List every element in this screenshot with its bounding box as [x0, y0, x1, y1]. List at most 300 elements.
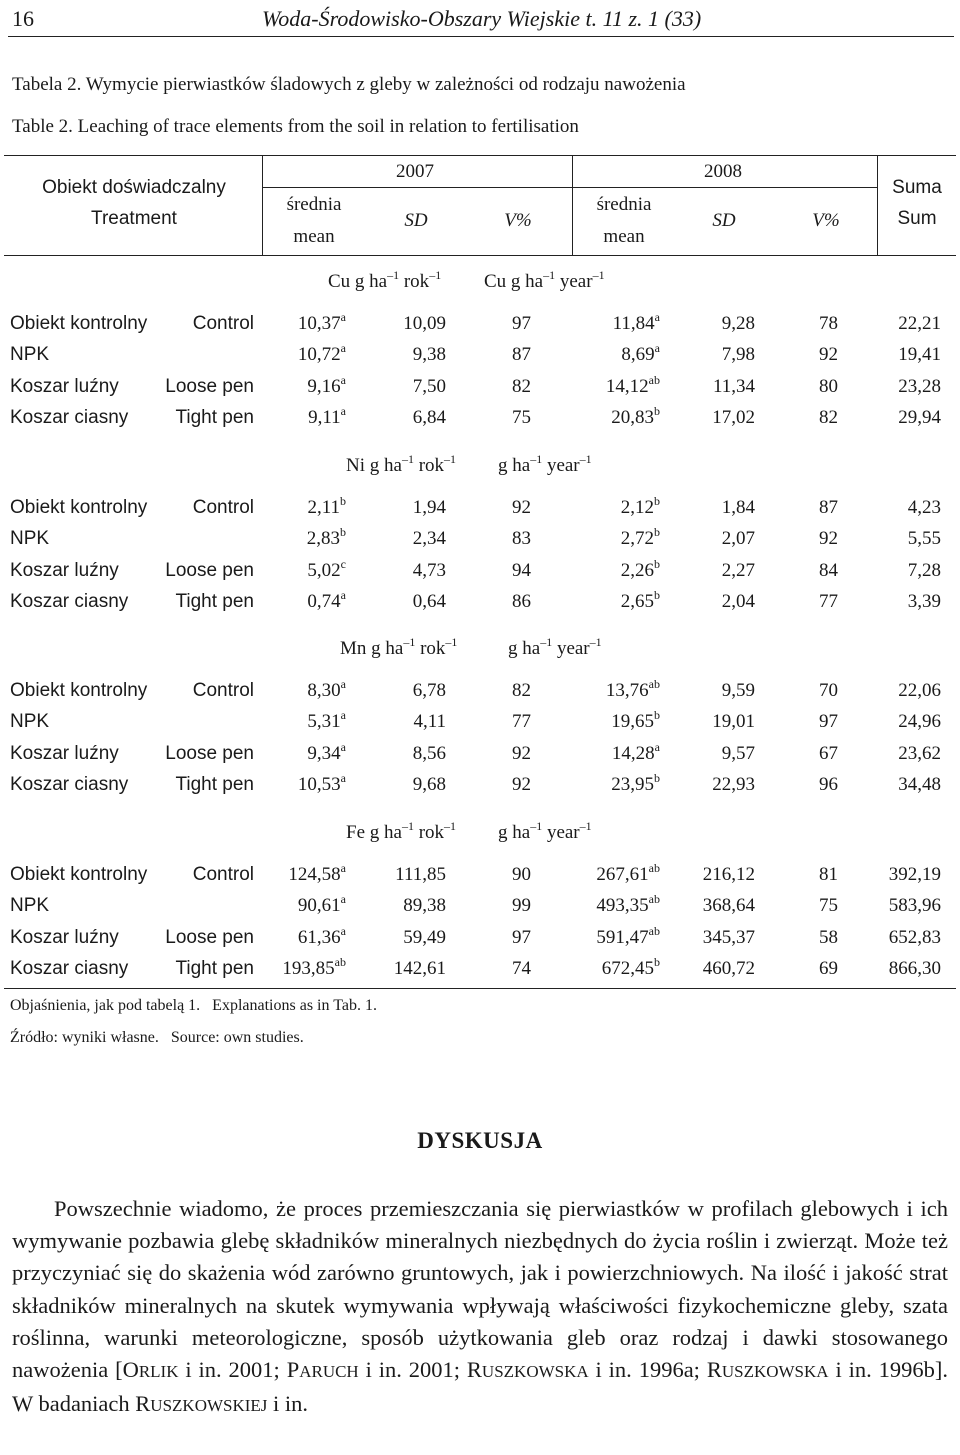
mean-2007-significance: a	[340, 739, 346, 754]
mean-2008	[611, 708, 660, 733]
unit-label	[346, 452, 457, 477]
sd-2008	[722, 528, 755, 550]
table-row	[0, 403, 960, 437]
sum-value	[908, 497, 941, 519]
v-2007-value: 82	[512, 680, 531, 701]
v-2007	[512, 958, 531, 980]
v-2008-value: 78	[819, 313, 838, 334]
v-2008	[819, 528, 838, 550]
sd-2007-value: 4,73	[412, 559, 446, 581]
sd-2008	[722, 591, 755, 613]
mean-2008-value: 2,12	[620, 497, 654, 518]
v-2007	[512, 774, 531, 796]
mean-2007-value: 5,02	[307, 559, 341, 581]
unit-pl-text: Ni g ha	[346, 455, 402, 476]
sd-2008-value: 22,93	[712, 773, 755, 795]
sd-2007-value: 0,64	[412, 590, 446, 612]
sd-2007-value: 4,11	[413, 711, 446, 733]
v-2007-value: 92	[512, 742, 531, 764]
sum-value-value: 23,62	[898, 742, 941, 764]
sd-2008-value: 460,72	[702, 957, 755, 979]
citation-ruszkowskiej-rest: i in.	[267, 1391, 309, 1417]
mean-2007	[307, 494, 346, 519]
unit-en-year: year	[546, 822, 580, 843]
mean-2008-significance: b	[654, 556, 660, 571]
sd-2008	[712, 711, 755, 733]
head-year-2007: 2007	[396, 161, 434, 182]
unit-pl-exponent: –1	[387, 268, 400, 282]
sum-value	[889, 864, 941, 886]
section-heading: DYSKUSJA	[417, 1128, 543, 1153]
sd-2007-value: 142,61	[393, 957, 446, 979]
mean-2008-value: 493,35	[596, 895, 649, 917]
citation-ruszkowska-a-initial: R	[466, 1357, 482, 1383]
mean-2008-significance: b	[654, 708, 660, 723]
v-2007-value: 77	[512, 711, 531, 733]
sd-2008	[722, 497, 755, 519]
mean-2008	[601, 954, 660, 980]
treatment-name-en	[175, 958, 254, 980]
treatment-name-pl	[10, 927, 119, 949]
treatment-name-pl-value: Obiekt kontrolny	[10, 680, 148, 701]
sd-2008-value: 9,57	[721, 742, 755, 764]
citation-paruch-smallcaps: ARUCH	[299, 1362, 359, 1382]
mean-2008-value: 2,72	[620, 528, 654, 550]
head-sum-en: Sum	[897, 208, 937, 229]
treatment-name-pl-value: Koszar ciasny	[10, 773, 129, 795]
citation-paruch-rest: i in. 2001;	[358, 1357, 467, 1383]
table-row	[0, 525, 960, 558]
v-2008-value: 67	[819, 742, 838, 764]
mean-2008	[620, 587, 660, 613]
mean-2008	[620, 494, 660, 519]
treatment-name-pl	[10, 407, 128, 429]
sd-2008-value: 9,28	[721, 313, 755, 334]
treatment-name-en-value: Control	[192, 497, 254, 518]
table-row	[0, 770, 960, 804]
sd-2007	[395, 864, 446, 886]
unit-label	[484, 268, 605, 293]
mean-2008-significance: b	[654, 403, 660, 418]
sd-2008	[703, 927, 755, 949]
unit-en-year-exponent: –1	[589, 635, 602, 649]
treatment-name-pl-value: Koszar ciasny	[10, 590, 129, 612]
mean-2007-value: 2,83	[306, 528, 340, 550]
mean-2008-significance: a	[654, 739, 660, 754]
unit-en-text: g ha	[498, 822, 531, 843]
sum-value	[898, 711, 941, 733]
sd-2008	[722, 680, 755, 702]
v-2007-value: 94	[512, 559, 531, 581]
note-source	[10, 1029, 304, 1047]
treatment-name-pl	[10, 497, 147, 519]
sd-2008-value: 9,59	[721, 680, 755, 701]
unit-pl-rok-exponent: –1	[444, 819, 457, 833]
mean-2008-value: 23,95	[611, 773, 654, 795]
sd-2007-value: 7,50	[412, 375, 446, 397]
table-row	[0, 372, 960, 406]
mean-2008-value: 2,65	[620, 590, 654, 612]
table-row	[0, 587, 960, 621]
mean-2007-value: 10,37	[297, 313, 341, 334]
sd-2007	[413, 497, 446, 519]
mean-2007	[307, 677, 346, 702]
mean-2008	[605, 677, 660, 702]
mean-2007-value: 124,58	[288, 864, 341, 885]
unit-pl-exponent: –1	[401, 452, 414, 466]
citation-orlik-rest: i in. 2001;	[178, 1357, 287, 1383]
treatment-name-pl-value: NPK	[10, 895, 50, 917]
v-2007-value: 97	[512, 926, 531, 948]
table-row	[0, 341, 960, 374]
v-2008	[819, 591, 838, 613]
sum-value	[908, 591, 941, 613]
sd-2007	[413, 774, 446, 796]
treatment-name-en	[175, 774, 254, 796]
sd-2007	[413, 376, 446, 398]
v-2008	[819, 407, 838, 429]
head-bottom-rule	[4, 255, 956, 256]
v-2007-value: 92	[512, 497, 531, 518]
sd-2007-value: 111,85	[395, 864, 446, 885]
mean-2008	[620, 556, 660, 582]
mean-2008-significance: b	[654, 525, 660, 540]
v-2008-value: 69	[819, 957, 838, 979]
treatment-name-pl	[10, 376, 119, 398]
treatment-name-en-value: Control	[192, 864, 254, 885]
mean-2007-value: 5,31	[307, 711, 341, 733]
unit-label	[498, 819, 592, 844]
mean-2007-value: 193,85	[282, 957, 335, 979]
treatment-name-pl-value: NPK	[10, 344, 50, 366]
mean-2008-significance: b	[654, 954, 660, 969]
mean-2008-value: 13,76	[605, 680, 649, 701]
unit-en-text: Cu g ha	[484, 271, 544, 292]
unit-en-year-exponent: –1	[579, 819, 592, 833]
mean-2007-value: 2,11	[307, 497, 340, 518]
treatment-name-pl-value: Koszar luźny	[10, 926, 119, 948]
sum-value-value: 3,39	[907, 590, 941, 612]
v-2007	[512, 528, 531, 550]
citation-ruszkowskiej-smallcaps: USZKOWSKIEJ	[150, 1396, 268, 1416]
sd-2007-value: 89,38	[403, 895, 446, 917]
mean-2007-significance: a	[340, 341, 346, 356]
sd-2008	[722, 344, 755, 366]
mean-2007	[306, 525, 346, 550]
sd-2007	[403, 313, 446, 335]
table-row	[0, 556, 960, 590]
v-2008	[819, 864, 838, 886]
note-source-pl: Źródło: wyniki własne.	[10, 1029, 159, 1046]
treatment-name-en	[165, 743, 254, 765]
mean-2007-significance: a	[340, 310, 346, 324]
mean-2007-value: 90,61	[297, 895, 341, 917]
v-2007-value: 82	[512, 375, 531, 397]
mean-2008-value: 591,47	[596, 926, 649, 948]
mean-2007-value: 8,30	[307, 680, 341, 701]
sum-value	[898, 743, 941, 765]
sd-2008	[703, 958, 755, 980]
v-2008-value: 82	[819, 406, 838, 428]
sd-2007	[413, 528, 446, 550]
head-v-2007: V%	[504, 210, 532, 231]
mean-2007-value: 0,74	[307, 590, 341, 612]
treatment-name-en-value: Tight pen	[175, 590, 254, 612]
discussion-paragraph	[12, 1193, 948, 1422]
mean-2008-significance: ab	[648, 372, 660, 387]
v-2008-value: 97	[819, 711, 838, 733]
treatment-name-pl-value: Koszar luźny	[10, 559, 119, 581]
treatment-name-en	[193, 680, 254, 702]
head-rule-years	[262, 187, 877, 188]
sum-value	[898, 376, 941, 398]
treatment-name-pl-value: Koszar ciasny	[10, 957, 129, 979]
header-rule	[8, 36, 954, 37]
note-explanations-en: Explanations as in Tab. 1.	[212, 997, 377, 1014]
treatment-name-en-value: Loose pen	[165, 926, 254, 948]
sd-2007	[413, 591, 446, 613]
table-bottom-rule	[4, 988, 956, 989]
table-row	[0, 861, 960, 894]
sd-2007	[413, 407, 446, 429]
mean-2007-significance: a	[340, 677, 346, 691]
unit-label	[340, 635, 458, 660]
unit-row	[0, 265, 960, 299]
mean-2008	[611, 739, 660, 765]
v-2007-value: 92	[512, 773, 531, 795]
mean-2008-significance: ab	[648, 861, 660, 875]
treatment-name-pl-value: Koszar ciasny	[10, 406, 129, 428]
sd-2008	[712, 774, 755, 796]
discussion-text: Powszechnie wiadomo, że proces przemieszczania się pierwiastków w profilach glebowych i ich wymywanie pozbawia glebę składników mineralnych niezbędnych do życia roślin i zwierząt. Może też przyczyniać się do skażenia wód zarówno gruntowych, jak i powierzchniowych. Na ilość i jakość strat składników mineralnych na skutek wymywania wpływają właściwości fizykochemiczne gleby, szata roślinna, warunki meteorologiczne, sposób użytkowania gleb oraz rodzaj i dawki stosowanego nawożenia [	[12, 1196, 948, 1383]
citation-ruszkowska-b-initial: R	[706, 1357, 722, 1383]
head-treatment-pl: Obiekt doświadczalny	[42, 177, 226, 198]
treatment-name-pl	[10, 528, 49, 550]
sd-2008-value: 345,37	[702, 926, 755, 948]
sd-2007-value: 9,38	[412, 344, 446, 366]
mean-2007	[297, 923, 346, 949]
mean-2007	[307, 587, 346, 613]
v-2008-value: 75	[819, 895, 838, 917]
unit-en-text: g ha	[498, 455, 531, 476]
unit-pl-exponent: –1	[401, 819, 414, 833]
sd-2008	[722, 743, 755, 765]
treatment-name-pl	[10, 711, 49, 733]
mean-2008-significance: b	[654, 587, 660, 602]
sd-2008	[722, 313, 755, 335]
head-sum-pl: Suma	[892, 177, 942, 198]
note-explanations	[10, 997, 377, 1015]
table-row	[0, 310, 960, 343]
unit-pl-rok-exponent: –1	[444, 452, 457, 466]
treatment-name-pl-value: Obiekt kontrolny	[10, 313, 148, 334]
mean-2007	[307, 708, 346, 733]
mean-2007	[307, 739, 346, 765]
mean-2007-significance: b	[340, 494, 346, 508]
sum-value	[889, 958, 941, 980]
sum-value-value: 652,83	[888, 926, 941, 948]
treatment-name-pl-value: NPK	[10, 528, 50, 550]
sum-value-value: 23,28	[898, 375, 941, 397]
mean-2008	[596, 892, 660, 917]
sd-2007-value: 8,56	[412, 742, 446, 764]
unit-pl-rok: rok	[420, 638, 446, 659]
sum-value-value: 22,06	[898, 680, 941, 701]
sd-2007-value: 10,09	[403, 313, 446, 334]
treatment-name-en-value: Tight pen	[175, 773, 254, 795]
mean-2008-value: 672,45	[601, 957, 654, 979]
treatment-name-pl	[10, 958, 128, 980]
sd-2007	[413, 711, 446, 733]
unit-pl-rok: rok	[418, 822, 445, 843]
mean-2008	[611, 403, 660, 429]
head-sd-2008: SD	[712, 210, 736, 231]
mean-2008	[596, 923, 660, 949]
unit-en-exponent: –1	[540, 635, 553, 649]
head-mean-en-2008: mean	[603, 226, 645, 247]
treatment-name-en-value: Loose pen	[165, 742, 254, 764]
treatment-name-pl	[10, 895, 49, 917]
treatment-name-en-value: Loose pen	[165, 559, 254, 581]
sd-2007	[413, 344, 446, 366]
table-row	[0, 739, 960, 773]
unit-en-exponent: –1	[543, 268, 556, 282]
sd-2007	[413, 743, 446, 765]
sum-value-value: 7,28	[907, 559, 941, 581]
sd-2008	[722, 560, 755, 582]
sd-2007-value: 1,94	[412, 497, 446, 518]
table-row	[0, 494, 960, 527]
mean-2007-value: 61,36	[297, 926, 341, 948]
unit-row	[0, 449, 960, 483]
mean-2007	[297, 341, 346, 366]
treatment-name-en-value: Control	[192, 680, 254, 701]
sd-2008-value: 2,04	[721, 590, 755, 612]
sum-value	[908, 528, 941, 550]
citation-orlik-initial: O	[122, 1357, 139, 1383]
mean-2007	[297, 892, 346, 917]
head-sd-2007: SD	[404, 210, 428, 231]
mean-2008-value: 8,69	[621, 344, 655, 366]
v-2007	[512, 376, 531, 398]
unit-pl-text: Cu g ha	[328, 271, 388, 292]
treatment-name-en-value: Tight pen	[175, 957, 254, 979]
v-2008	[819, 560, 838, 582]
unit-en-year: year	[556, 638, 590, 659]
unit-pl-rok-exponent: –1	[445, 635, 458, 649]
head-treatment-en: Treatment	[91, 208, 177, 229]
page-number: 16	[12, 6, 34, 31]
v-2008-value: 81	[819, 864, 838, 885]
head-mean-pl-2007: średnia	[286, 194, 342, 215]
mean-2007-value: 9,16	[307, 375, 341, 397]
sd-2007-value: 59,49	[403, 926, 446, 948]
journal-title: Woda-Środowisko-Obszary Wiejskie t. 11 z. 1 (33)	[262, 6, 702, 31]
unit-en-exponent: –1	[530, 452, 543, 466]
treatment-name-pl-value: NPK	[10, 711, 50, 733]
sum-value	[898, 774, 941, 796]
mean-2007-value: 9,34	[307, 742, 341, 764]
mean-2007-significance: a	[340, 708, 346, 723]
unit-row	[0, 632, 960, 666]
sd-2007-value: 2,34	[412, 528, 446, 550]
treatment-name-pl-value: Obiekt kontrolny	[10, 497, 148, 518]
unit-pl-exponent: –1	[403, 635, 416, 649]
v-2007-value: 83	[512, 528, 531, 550]
treatment-name-en-value: Tight pen	[175, 406, 254, 428]
sd-2007	[403, 895, 446, 917]
mean-2007-value: 9,11	[308, 406, 341, 428]
citation-ruszkowska-a-smallcaps: USZKOWSKA	[481, 1362, 589, 1382]
head-divider-years	[572, 155, 573, 255]
treatment-name-pl	[10, 591, 128, 613]
mean-2008	[605, 372, 660, 398]
table-row	[0, 892, 960, 925]
sd-2008-value: 216,12	[702, 864, 755, 885]
unit-en-year-exponent: –1	[592, 268, 605, 282]
mean-2008	[612, 310, 660, 335]
sum-value-value: 34,48	[898, 773, 941, 795]
sum-value-value: 866,30	[888, 957, 941, 979]
unit-pl-rok: rok	[403, 271, 430, 292]
v-2007	[512, 864, 531, 886]
mean-2007-significance: a	[340, 372, 346, 387]
v-2007	[512, 407, 531, 429]
mean-2008	[620, 525, 660, 550]
mean-2007	[288, 861, 346, 886]
v-2008-value: 70	[819, 680, 838, 701]
sum-value-value: 5,55	[907, 528, 941, 550]
v-2008	[819, 344, 838, 366]
treatment-name-pl-value: Koszar luźny	[10, 742, 119, 764]
treatment-name-en-value: Control	[192, 313, 254, 334]
sum-value	[898, 313, 941, 335]
unit-en-exponent: –1	[530, 819, 543, 833]
mean-2008-value: 19,65	[611, 711, 654, 733]
treatment-name-pl	[10, 774, 128, 796]
mean-2007-significance: a	[340, 892, 346, 907]
treatment-name-en	[193, 864, 254, 886]
treatment-name-en	[165, 560, 254, 582]
mean-2007-significance: a	[340, 403, 346, 418]
v-2007	[512, 680, 531, 702]
v-2008-value: 80	[819, 375, 838, 397]
v-2008	[819, 895, 838, 917]
v-2007	[512, 560, 531, 582]
mean-2008-significance: a	[654, 310, 660, 324]
mean-2007-significance: c	[340, 556, 346, 571]
v-2007-value: 97	[512, 313, 531, 334]
running-header	[12, 4, 952, 38]
sum-value-value: 29,94	[898, 406, 941, 428]
citation-orlik-smallcaps: RLIK	[138, 1362, 179, 1382]
sum-value	[898, 680, 941, 702]
v-2008	[819, 376, 838, 398]
unit-row	[0, 816, 960, 850]
sd-2007	[413, 680, 446, 702]
treatment-name-pl	[10, 560, 119, 582]
sd-2007	[403, 927, 446, 949]
v-2008-value: 96	[819, 773, 838, 795]
treatment-name-pl-value: Obiekt kontrolny	[10, 864, 148, 885]
mean-2008-significance: b	[654, 494, 660, 508]
sum-value	[898, 344, 941, 366]
v-2007	[512, 927, 531, 949]
mean-2007-significance: a	[340, 861, 346, 875]
sd-2007-value: 6,84	[412, 406, 446, 428]
v-2007	[512, 591, 531, 613]
mean-2007	[297, 310, 346, 335]
